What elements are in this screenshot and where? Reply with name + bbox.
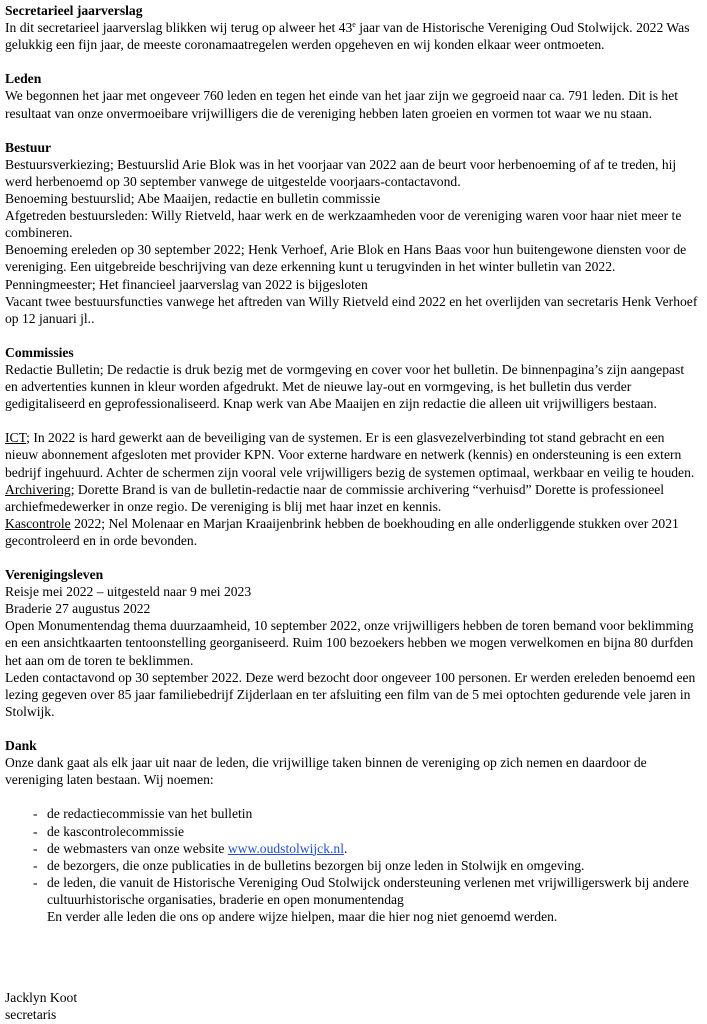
- kascontrole-paragraph: [5, 515, 699, 549]
- signature-block: [5, 989, 77, 1023]
- ict-text: ; In 2022 is hard gewerkt aan de beveiliging van de systemen. Er is een glasvezelverbinding tot stand gebracht en een nieuw abonnement afgesloten met provider KPN. Voor externe hardware en netwerk (kennis) en ondersteuning is een extern bedrijf ingehuurd. Achter de schermen zijn vooral vele vrijwilligers bezig de systemen optimaal, werkbaar en veilig te houden.: [5, 430, 695, 480]
- intro-text-2: jaar van de Historische Vereniging Oud Stolwijck. 2022 Was gelukkig een fijn jaar, de meeste coronamaatregelen werden opgeheven en wij konden elkaar weer ontmoeten.: [5, 20, 690, 53]
- intro-ordinal-sup: e: [352, 20, 356, 30]
- verenigingsleven-line: Leden contactavond op 30 september 2022. Deze werd bezocht door ongeveer 100 personen. Er werden ereleden benoemd een lezing gegeven over 85 jaar familiebedrijf Zijderlaan en ter afsluiting een film van de 5 mei optochten gedurende vele jaren in Stolwijk.: [5, 669, 696, 719]
- section-heading-dank: Dank: [5, 738, 37, 754]
- verenigingsleven-line: Open Monumentendag thema duurzaamheid, 10 september 2022, onze vrijwilligers hebben de toren bemand voor beklimming en een ansichtkaarten tentoonstelling georganiseerd. Ruim 100 bezoekers hebben we mogen verwelkomen en bijna 80 durfden het aan om de toren te beklimmen.: [5, 618, 694, 668]
- list-item: - de leden, die vanuit de Historische Vereniging Oud Stolwijck ondersteuning verlenen met vrijwilligerswerk bij andere cultuurhistorische organisaties, braderie en open monumentendag: [33, 874, 699, 908]
- dank-paragraph: Onze dank gaat als elk jaar uit naar de leden, die vrijwillige taken binnen de vereniging op zich nemen en daardoor de vereniging laten bestaan. Wij noemen:: [5, 755, 647, 788]
- kascontrole-label: Kascontrole: [5, 515, 71, 531]
- bestuur-line: Vacant twee bestuursfuncties vanwege het aftreden van Willy Rietveld eind 2022 en het overlijden van secretaris Henk Verhoef op 12 januari jl..: [5, 293, 698, 326]
- webmasters-prefix: de webmasters van onze website: [47, 840, 228, 856]
- redactie-paragraph: Redactie Bulletin; De redactie is druk bezig met de vormgeving en cover voor het bulletin. De binnenpagina’s zijn aangepast en advertenties kunnen in kleur worden afgedrukt. Met de nieuwe lay-out en vormgeving, is het bulletin dus verder gedigitaliseerd en geprofessionaliseerd. Knap werk van Abe Maaijen en zijn redactie die alleen uit vrijwilligers bestaan.: [5, 361, 685, 412]
- list-item: - de redactiecommissie van het bulletin: [33, 805, 699, 822]
- intro-paragraph: [5, 19, 699, 53]
- ict-paragraph: [5, 429, 699, 480]
- leden-paragraph: We begonnen het jaar met ongeveer 760 leden en tegen het einde van het jaar zijn we gegroeid naar ca. 791 leden. Dit is het resultaat van onze onvermoeibare vrijwilligers die de vereniging hebben laten groeien en vormen tot waar we nu staan.: [5, 88, 679, 121]
- website-link[interactable]: www.oudstolwijck.nl: [227, 840, 344, 856]
- closing-line: En verder alle leden die ons op andere wijze hielpen, maar die hier nog niet genoemd werden.: [47, 908, 558, 924]
- archivering-label: Archivering: [5, 481, 71, 497]
- intro-text-1: In dit secretarieel jaarverslag blikken wij terug op alweer het 43: [5, 20, 353, 36]
- kascontrole-text: 2022; Nel Molenaar en Marjan Kraaijenbrink hebben de boekhouding en alle onderliggende stukken over 2021 gecontroleerd en in orde bevonden.: [5, 515, 679, 548]
- signature-role: secretaris: [5, 1007, 57, 1023]
- section-heading-verenigingsleven: Verenigingsleven: [5, 567, 104, 583]
- verenigingsleven-line: Braderie 27 augustus 2022: [5, 601, 151, 617]
- list-item: - de bezorgers, die onze publicaties in de bulletins bezorgen bij onze leden in Stolwijk en omgeving.: [33, 857, 699, 874]
- archivering-paragraph: [5, 481, 699, 515]
- document-title: Secretarieel jaarverslag: [5, 3, 143, 18]
- section-heading-commissies: Commissies: [5, 344, 74, 360]
- archivering-text: ; Dorette Brand is van de bulletin-redactie naar de commissie archivering “verhuisd” Dorette is professioneel archiefmedewerker in onze regio. De vereniging is blij met haar inzet en kennis.: [5, 481, 665, 514]
- bestuur-line: Bestuursverkiezing; Bestuurslid Arie Blok was in het voorjaar van 2022 aan de beurt voor herbenoeming of af te treden, hij werd herbenoemd op 30 september vanwege de uitgestelde voorjaars-contactavond.: [5, 156, 677, 189]
- bestuur-line: Penningmeester; Het financieel jaarverslag van 2022 is bijgesloten: [5, 276, 368, 292]
- thanks-list: [5, 805, 699, 908]
- ict-label: ICT: [5, 430, 27, 446]
- signature-name: Jacklyn Koot: [5, 990, 78, 1005]
- bestuur-line: Afgetreden bestuursleden: Willy Rietveld, haar werk en de werkzaamheden voor de vereniging waren voor haar niet meer te combineren.: [5, 208, 682, 241]
- bestuur-line: Benoeming ereleden op 30 september 2022; Henk Verhoef, Arie Blok en Hans Baas voor hun buitengewone diensten voor de vereniging. Een uitgebreide beschrijving van deze erkenning kunt u terugvinden in het winter bulletin van 2022.: [5, 242, 687, 275]
- verenigingsleven-line: Reisje mei 2022 – uitgesteld naar 9 mei 2023: [5, 584, 252, 600]
- webmasters-suffix: .: [343, 840, 348, 856]
- section-heading-leden: Leden: [5, 71, 42, 87]
- bestuur-line: Benoeming bestuurslid; Abe Maaijen, redactie en bulletin commissie: [5, 191, 381, 207]
- list-item: [33, 840, 699, 857]
- section-heading-bestuur: Bestuur: [5, 139, 52, 155]
- list-item: - de kascontrolecommissie: [33, 823, 699, 840]
